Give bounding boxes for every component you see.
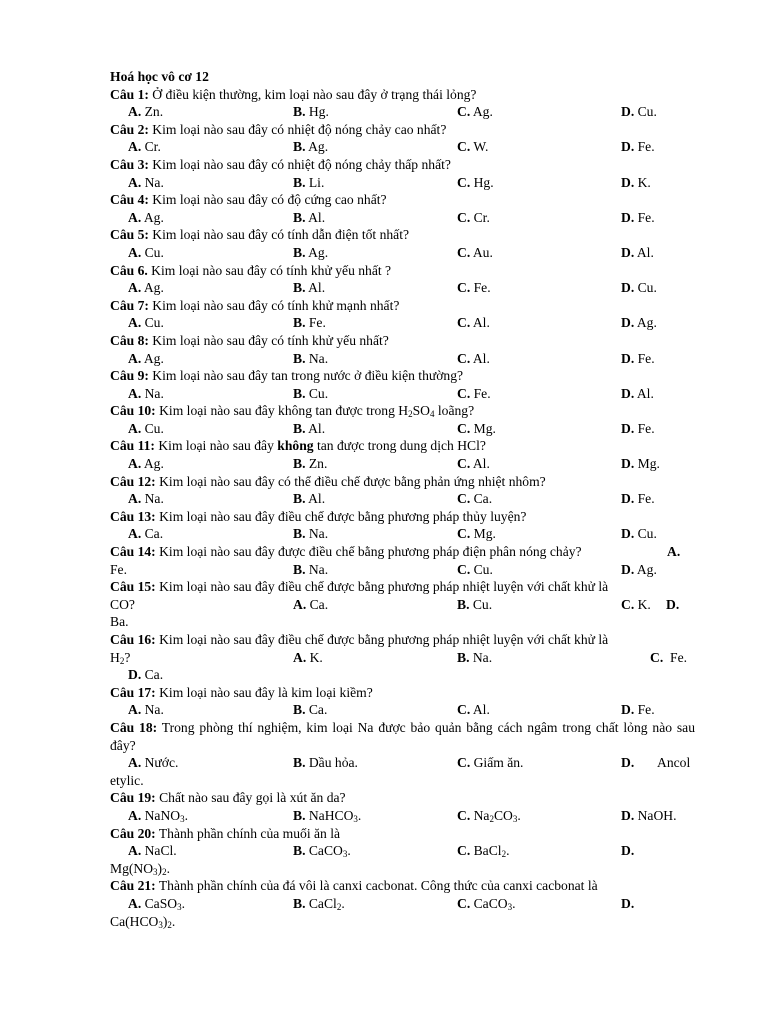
- option-a: A. Nước.: [128, 755, 179, 771]
- option-a: A. Ag.: [128, 209, 164, 225]
- option-a-key: A.: [667, 544, 681, 560]
- option-a: A. Na.: [128, 385, 164, 401]
- option-d-text: Ba.: [110, 614, 129, 630]
- question-text: Kim loại nào sau đây có tính khử yếu nhất ?: [147, 262, 392, 278]
- option-d-key: D.: [666, 596, 680, 612]
- option-b: B. Na.: [293, 561, 329, 577]
- question-text: Kim loại nào sau đây điều chế được bằng phương pháp nhiệt luyện với chất khử là: [155, 632, 609, 647]
- option-b: B. NaHCO$_3$.: [293, 807, 362, 824]
- option-a: A. Ca.: [293, 596, 329, 612]
- question-text: Kim loại nào sau đây có độ cứng cao nhất?: [148, 192, 387, 208]
- question-text: Kim loại nào sau đây có tính khử yếu nhất?: [148, 332, 389, 348]
- option-b: B. Na.: [293, 526, 329, 542]
- question-9: [110, 367, 695, 402]
- option-a: A. NaCl.: [128, 843, 177, 859]
- option-a: A. K.: [293, 649, 323, 665]
- option-d: D.: [621, 755, 635, 771]
- option-c: C. BaCl$_2$.: [457, 843, 510, 860]
- option-a: A. Na.: [128, 491, 164, 507]
- option-c: C. Hg.: [457, 174, 494, 190]
- question-number: Câu 3:: [110, 156, 149, 172]
- option-b: B. Fe.: [293, 315, 326, 331]
- option-b: B. Dầu hỏa.: [293, 755, 358, 771]
- document-title: Hoá học vô cơ 12: [110, 69, 209, 84]
- question-number: Câu 14:: [110, 544, 156, 560]
- question-text: Kim loại nào sau đây có thể điều chế được bằng phản ứng nhiệt nhôm?: [155, 473, 546, 489]
- question-number: Câu 17:: [110, 684, 156, 700]
- question-12: [110, 473, 695, 508]
- option-d: D. Mg.: [621, 456, 660, 472]
- question-6: [110, 262, 695, 297]
- question-number: Câu 1:: [110, 86, 149, 102]
- option-a: A. Ag.: [128, 350, 164, 366]
- option-c: C. Al.: [457, 702, 490, 718]
- question-text: Thành phần chính của muối ăn là: [155, 825, 341, 841]
- option-c: C. Ag.: [457, 104, 493, 120]
- question-text: Kim loại nào sau đây tan trong nước ở điều kiện thường?: [148, 368, 464, 384]
- option-c: C. Al.: [457, 350, 490, 366]
- option-d: D. Al.: [621, 244, 654, 260]
- option-c: C. Fe.: [457, 385, 491, 401]
- question-7: [110, 297, 695, 332]
- question-8: [110, 332, 695, 367]
- question-19: [110, 789, 695, 824]
- option-a: A. Cr.: [128, 139, 161, 155]
- question-text: Kim loại nào sau đây có nhiệt độ nóng chảy thấp nhất?: [148, 156, 451, 172]
- option-c: C. Giấm ăn.: [457, 755, 524, 771]
- option-d: D. Cu.: [621, 280, 657, 296]
- option-a: A. Ag.: [128, 456, 164, 472]
- option-d: D. Ag.: [621, 315, 657, 331]
- option-b: B. Al.: [293, 420, 326, 436]
- option-b: B. Al.: [293, 280, 326, 296]
- option-d: D. Fe.: [621, 702, 655, 718]
- option-b: B. Li.: [293, 174, 325, 190]
- option-d: D. Cu.: [621, 104, 657, 120]
- option-d: D. K.: [621, 174, 651, 190]
- question-16: [110, 631, 695, 684]
- option-c: C. Cu.: [457, 561, 493, 577]
- question-10: [110, 402, 695, 437]
- question-number: Câu 4:: [110, 192, 149, 208]
- option-d: D. Fe.: [621, 420, 655, 436]
- option-a: A. Zn.: [128, 104, 164, 120]
- question-text: Kim loại nào sau đây có tính dẫn điện tốt nhất?: [148, 227, 410, 243]
- question-11: [110, 437, 695, 472]
- question-number: Câu 20:: [110, 825, 156, 841]
- option-d: D. Fe.: [621, 139, 655, 155]
- question-number: Câu 15:: [110, 579, 156, 595]
- option-d: D. NaOH.: [621, 807, 677, 823]
- question-text: Kim loại nào sau đây được điều chế bằng phương pháp điện phân nóng chảy?: [155, 544, 582, 560]
- question-number: Câu 6.: [110, 262, 148, 278]
- question-15: [110, 578, 695, 631]
- option-b: B. Hg.: [293, 104, 329, 120]
- option-b: B. Cu.: [293, 385, 329, 401]
- question-text: Trong phòng thí nghiệm, kim loại Na được bảo quản bằng cách ngâm trong chất lỏng nào sau đây?: [110, 719, 695, 753]
- question-text: Kim loại nào sau đây có tính khử mạnh nhất?: [148, 297, 400, 313]
- question-number: Câu 7:: [110, 297, 149, 313]
- question-5: [110, 226, 695, 261]
- question-text: Kim loại nào sau đây là kim loại kiềm?: [155, 684, 373, 700]
- question-14: [110, 543, 695, 578]
- option-a: A. CaSO$_3$.: [128, 895, 186, 912]
- option-a: A. Cu.: [128, 315, 164, 331]
- question-number: Câu 19:: [110, 790, 156, 806]
- option-a: A. Cu.: [128, 244, 164, 260]
- question-number: Câu 2:: [110, 121, 149, 137]
- question-21: [110, 877, 695, 930]
- question-number: Câu 21:: [110, 878, 156, 894]
- question-text: Ở điều kiện thường, kim loại nào sau đây ở trạng thái lỏng?: [148, 86, 477, 102]
- option-b: B. Al.: [293, 491, 326, 507]
- question-number: Câu 5:: [110, 227, 149, 243]
- option-c: C. Mg.: [457, 420, 496, 436]
- option-b: B. CaCl$_2$.: [293, 895, 345, 912]
- document-page: [110, 68, 695, 930]
- option-b: B. Ca.: [293, 702, 328, 718]
- question-text: Kim loại nào sau đây không tan được trong dung dịch HCl?: [154, 438, 486, 454]
- option-b: B. Ag.: [293, 244, 329, 260]
- option-c: C. Cr.: [457, 209, 490, 225]
- option-c: C. Fe.: [650, 649, 688, 665]
- option-a: A. Ag.: [128, 280, 164, 296]
- question-text: Kim loại nào sau đây không tan được trong $H_2SO_4$ loãng?: [155, 403, 475, 420]
- question-text-cont: $H_2$?: [110, 649, 131, 666]
- question-13: [110, 508, 695, 543]
- question-number: Câu 12:: [110, 473, 156, 489]
- option-d-text: $Mg(NO_3)_2$.: [110, 860, 170, 877]
- option-b: B. Zn.: [293, 456, 328, 472]
- option-c: C. Fe.: [457, 280, 491, 296]
- question-text: Kim loại nào sau đây điều chế được bằng phương pháp nhiệt luyện với chất khử là: [155, 579, 609, 595]
- option-d: D. Ca.: [128, 667, 164, 683]
- option-c: C. Mg.: [457, 526, 496, 542]
- question-number: Câu 18:: [110, 719, 158, 735]
- question-text: Thành phần chính của đá vôi là canxi cacbonat. Công thức của canxi cacbonat là: [155, 878, 598, 894]
- option-d: D. Ag.: [621, 561, 657, 577]
- question-number: Câu 8:: [110, 332, 149, 348]
- option-d-key: D.: [621, 895, 635, 911]
- option-a: A. Na.: [128, 702, 164, 718]
- option-c: C. Ca.: [457, 491, 493, 507]
- option-b: B. CaCO$_3$.: [293, 843, 351, 860]
- option-d-text-cont: etylic.: [110, 772, 144, 788]
- option-a: A. Ca.: [128, 526, 164, 542]
- option-c: C. K.: [621, 596, 651, 612]
- option-b: B. Na.: [293, 350, 329, 366]
- option-a: A. Cu.: [128, 420, 164, 436]
- option-c: C. Al.: [457, 315, 490, 331]
- option-d: D. Fe.: [621, 350, 655, 366]
- option-d-key: D.: [621, 843, 635, 859]
- option-c: C. Au.: [457, 244, 493, 260]
- question-number: Câu 11:: [110, 438, 155, 454]
- question-text-cont: CO?: [110, 596, 135, 612]
- option-a: A. NaNO$_3$.: [128, 807, 189, 824]
- question-text: Kim loại nào sau đây điều chế được bằng phương pháp thủy luyện?: [155, 508, 527, 524]
- option-a-text: Fe.: [110, 561, 127, 577]
- option-d: D. Fe.: [621, 209, 655, 225]
- option-d-text: Ancol: [657, 755, 691, 771]
- option-b: B. Al.: [293, 209, 326, 225]
- option-d: D. Cu.: [621, 526, 657, 542]
- question-text: Kim loại nào sau đây có nhiệt độ nóng chảy cao nhất?: [148, 121, 447, 137]
- question-2: [110, 121, 695, 156]
- question-1: [110, 86, 695, 121]
- option-b: B. Na.: [457, 649, 493, 665]
- option-c: C. W.: [457, 139, 489, 155]
- option-d: D. Fe.: [621, 491, 655, 507]
- question-18: [110, 719, 695, 789]
- question-text: Chất nào sau đây gọi là xút ăn da?: [155, 790, 346, 806]
- option-b: B. Cu.: [457, 596, 493, 612]
- question-number: Câu 10:: [110, 403, 156, 419]
- question-3: [110, 156, 695, 191]
- question-number: Câu 16:: [110, 632, 156, 647]
- question-number: Câu 13:: [110, 508, 156, 524]
- option-d: D. Al.: [621, 385, 654, 401]
- option-d-text: $Ca(HCO_3)_2$.: [110, 913, 176, 930]
- option-b: B. Ag.: [293, 139, 329, 155]
- option-c: C. CaCO$_3$.: [457, 895, 516, 912]
- option-a: A. Na.: [128, 174, 164, 190]
- option-c: C. $Na_2CO_3$.: [457, 807, 521, 824]
- option-c: C. Al.: [457, 456, 490, 472]
- question-17: [110, 684, 695, 719]
- question-20: [110, 825, 695, 878]
- question-number: Câu 9:: [110, 368, 149, 384]
- question-4: [110, 191, 695, 226]
